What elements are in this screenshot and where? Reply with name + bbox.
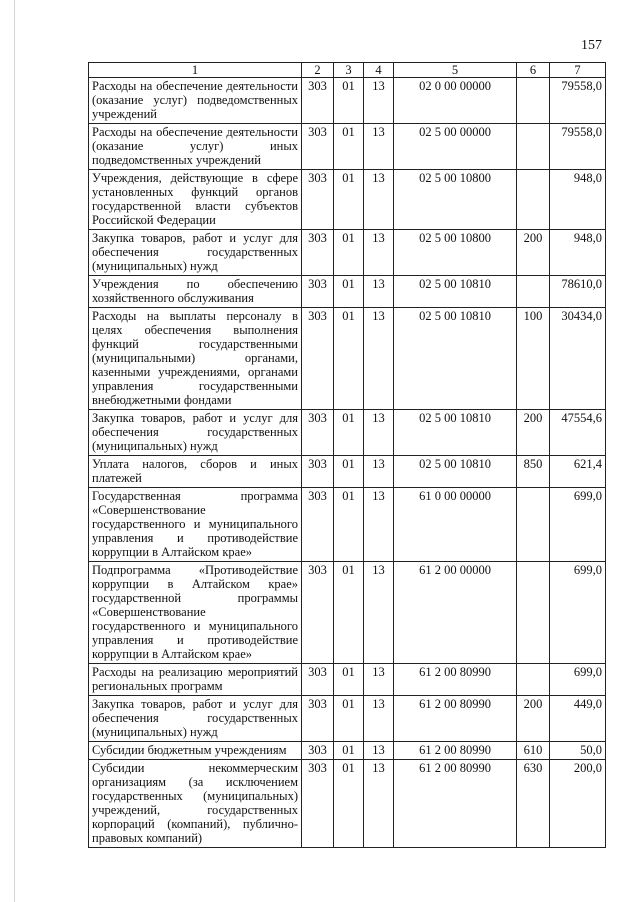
row-target-article-cell: 02 5 00 10810 xyxy=(394,276,517,308)
row-section-cell: 01 xyxy=(334,562,364,664)
table-row xyxy=(89,230,606,276)
row-target-article-cell: 02 5 00 10810 xyxy=(394,308,517,410)
row-amount-cell: 200,0 xyxy=(550,760,606,848)
row-subsection-cell: 13 xyxy=(364,562,394,664)
table-body xyxy=(89,78,606,848)
row-name-cell: Закупка товаров, работ и услуг для обеспечения государственных (муниципальных) нужд xyxy=(89,410,302,456)
row-section-cell: 01 xyxy=(334,276,364,308)
row-target-article-cell: 02 5 00 10800 xyxy=(394,170,517,230)
column-header-section: 3 xyxy=(334,63,364,78)
row-subsection-cell: 13 xyxy=(364,760,394,848)
budget-table xyxy=(88,62,606,848)
row-name-cell: Расходы на реализацию мероприятий региональных программ xyxy=(89,664,302,696)
row-expense-type-cell: 610 xyxy=(517,742,550,760)
table-row xyxy=(89,308,606,410)
row-department-cell: 303 xyxy=(302,456,334,488)
row-department-cell: 303 xyxy=(302,410,334,456)
table-row xyxy=(89,664,606,696)
row-target-article-cell: 02 5 00 10800 xyxy=(394,230,517,276)
row-expense-type-cell xyxy=(517,124,550,170)
row-department-cell: 303 xyxy=(302,742,334,760)
row-amount-cell: 47554,6 xyxy=(550,410,606,456)
row-department-cell: 303 xyxy=(302,308,334,410)
row-subsection-cell: 13 xyxy=(364,78,394,124)
table-row xyxy=(89,488,606,562)
row-section-cell: 01 xyxy=(334,410,364,456)
column-header-department: 2 xyxy=(302,63,334,78)
row-expense-type-cell: 630 xyxy=(517,760,550,848)
row-amount-cell: 30434,0 xyxy=(550,308,606,410)
page-number: 157 xyxy=(581,38,602,53)
row-amount-cell: 621,4 xyxy=(550,456,606,488)
row-section-cell: 01 xyxy=(334,308,364,410)
row-expense-type-cell: 100 xyxy=(517,308,550,410)
table-row xyxy=(89,410,606,456)
row-department-cell: 303 xyxy=(302,696,334,742)
column-header-subsection: 4 xyxy=(364,63,394,78)
row-department-cell: 303 xyxy=(302,78,334,124)
row-target-article-cell: 61 2 00 80990 xyxy=(394,760,517,848)
row-section-cell: 01 xyxy=(334,488,364,562)
row-department-cell: 303 xyxy=(302,562,334,664)
row-subsection-cell: 13 xyxy=(364,276,394,308)
table-row xyxy=(89,696,606,742)
row-subsection-cell: 13 xyxy=(364,488,394,562)
row-subsection-cell: 13 xyxy=(364,170,394,230)
row-expense-type-cell xyxy=(517,664,550,696)
row-name-cell: Субсидии бюджетным учреждениям xyxy=(89,742,302,760)
scan-edge-line xyxy=(14,0,15,902)
table-row xyxy=(89,276,606,308)
row-expense-type-cell xyxy=(517,562,550,664)
row-amount-cell: 79558,0 xyxy=(550,78,606,124)
row-department-cell: 303 xyxy=(302,760,334,848)
row-target-article-cell: 61 2 00 80990 xyxy=(394,664,517,696)
row-expense-type-cell: 200 xyxy=(517,230,550,276)
row-target-article-cell: 61 2 00 80990 xyxy=(394,742,517,760)
row-name-cell: Учреждения по обеспечению хозяйственного обслуживания xyxy=(89,276,302,308)
row-target-article-cell: 02 5 00 10810 xyxy=(394,410,517,456)
row-department-cell: 303 xyxy=(302,230,334,276)
row-section-cell: 01 xyxy=(334,124,364,170)
row-amount-cell: 449,0 xyxy=(550,696,606,742)
table-row xyxy=(89,124,606,170)
row-department-cell: 303 xyxy=(302,124,334,170)
table-row xyxy=(89,456,606,488)
row-target-article-cell: 02 5 00 00000 xyxy=(394,124,517,170)
row-name-cell: Закупка товаров, работ и услуг для обеспечения государственных (муниципальных) нужд xyxy=(89,230,302,276)
row-department-cell: 303 xyxy=(302,170,334,230)
column-header-target-article: 5 xyxy=(394,63,517,78)
row-name-cell: Учреждения, действующие в сфере установленных функций органов государственной власти субъектов Российской Федерации xyxy=(89,170,302,230)
row-name-cell: Закупка товаров, работ и услуг для обеспечения государственных (муниципальных) нужд xyxy=(89,696,302,742)
row-expense-type-cell xyxy=(517,170,550,230)
row-name-cell: Государственная программа «Совершенствование государственного и муниципального управления и противодействие коррупции в Алтайском крае» xyxy=(89,488,302,562)
row-section-cell: 01 xyxy=(334,742,364,760)
row-expense-type-cell xyxy=(517,276,550,308)
column-header-expense-type: 6 xyxy=(517,63,550,78)
row-department-cell: 303 xyxy=(302,488,334,562)
row-target-article-cell: 61 2 00 80990 xyxy=(394,696,517,742)
row-department-cell: 303 xyxy=(302,276,334,308)
row-expense-type-cell xyxy=(517,78,550,124)
table-row xyxy=(89,78,606,124)
row-amount-cell: 699,0 xyxy=(550,488,606,562)
row-section-cell: 01 xyxy=(334,696,364,742)
row-name-cell: Субсидии некоммерческим организациям (за исключением государственных (муниципальных) учреждений, государственных корпораций (компаний), публично-правовых компаний) xyxy=(89,760,302,848)
row-target-article-cell: 61 0 00 00000 xyxy=(394,488,517,562)
table-row xyxy=(89,742,606,760)
row-amount-cell: 78610,0 xyxy=(550,276,606,308)
table-row xyxy=(89,760,606,848)
row-name-cell: Расходы на выплаты персоналу в целях обеспечения выполнения функций государственными (муниципальными) органами, казенными учреждениями, органами управления государственными внебюджетными фондами xyxy=(89,308,302,410)
row-name-cell: Подпрограмма «Противодействие коррупции в Алтайском крае» государственной программы «Совершенствование государственного и муниципального управления и противодействие коррупции в Алтайском крае» xyxy=(89,562,302,664)
row-subsection-cell: 13 xyxy=(364,456,394,488)
row-department-cell: 303 xyxy=(302,664,334,696)
row-section-cell: 01 xyxy=(334,760,364,848)
column-header-name: 1 xyxy=(89,63,302,78)
row-amount-cell: 948,0 xyxy=(550,230,606,276)
row-expense-type-cell: 200 xyxy=(517,696,550,742)
row-expense-type-cell: 200 xyxy=(517,410,550,456)
table-header-row xyxy=(89,63,606,78)
row-target-article-cell: 61 2 00 00000 xyxy=(394,562,517,664)
row-target-article-cell: 02 5 00 10810 xyxy=(394,456,517,488)
row-subsection-cell: 13 xyxy=(364,124,394,170)
row-amount-cell: 699,0 xyxy=(550,664,606,696)
column-header-amount: 7 xyxy=(550,63,606,78)
row-amount-cell: 79558,0 xyxy=(550,124,606,170)
table-row xyxy=(89,170,606,230)
row-section-cell: 01 xyxy=(334,664,364,696)
row-subsection-cell: 13 xyxy=(364,696,394,742)
row-amount-cell: 50,0 xyxy=(550,742,606,760)
row-name-cell: Расходы на обеспечение деятельности (оказание услуг) иных подведомственных учреждений xyxy=(89,124,302,170)
row-section-cell: 01 xyxy=(334,456,364,488)
row-name-cell: Уплата налогов, сборов и иных платежей xyxy=(89,456,302,488)
row-amount-cell: 699,0 xyxy=(550,562,606,664)
row-subsection-cell: 13 xyxy=(364,742,394,760)
row-section-cell: 01 xyxy=(334,78,364,124)
row-subsection-cell: 13 xyxy=(364,308,394,410)
row-section-cell: 01 xyxy=(334,230,364,276)
row-subsection-cell: 13 xyxy=(364,230,394,276)
table-row xyxy=(89,562,606,664)
row-amount-cell: 948,0 xyxy=(550,170,606,230)
row-expense-type-cell xyxy=(517,488,550,562)
row-subsection-cell: 13 xyxy=(364,664,394,696)
row-expense-type-cell: 850 xyxy=(517,456,550,488)
row-subsection-cell: 13 xyxy=(364,410,394,456)
row-section-cell: 01 xyxy=(334,170,364,230)
row-target-article-cell: 02 0 00 00000 xyxy=(394,78,517,124)
row-name-cell: Расходы на обеспечение деятельности (оказание услуг) подведомственных учреждений xyxy=(89,78,302,124)
